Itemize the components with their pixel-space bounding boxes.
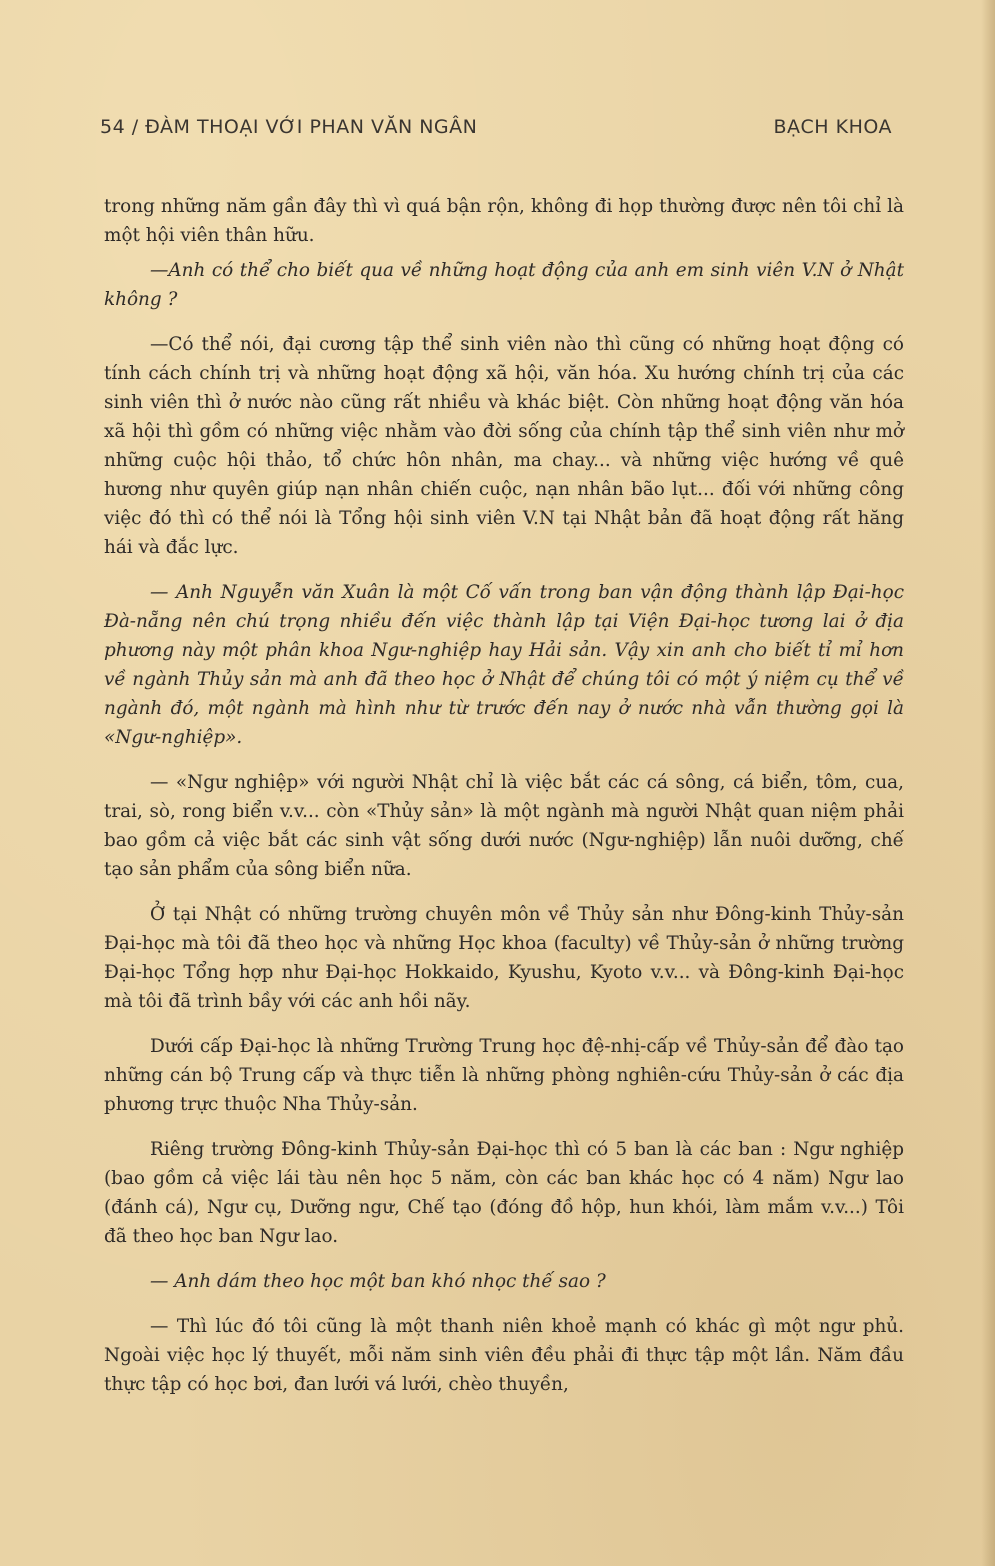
paper-edge-shadow	[981, 0, 995, 1566]
paragraph: Dưới cấp Đại-học là những Trường Trung học đệ-nhị-cấp về Thủy-sản để đào tạo những cán bộ Trung cấp và thực tiễn là những phòng nghiên-cứu Thủy-sản ở các địa phương trực thuộc Nha Thủy-sản.	[104, 1036, 904, 1115]
question-paragraph: — Anh dám theo học một ban khó nhọc thế sao ?	[150, 1271, 606, 1292]
answer-paragraph: —Có thể nói, đại cương tập thể sinh viên nào thì cũng có những hoạt động có tính cách chính trị và những hoạt động xã hội, văn hóa. Xu hướng chính trị của các sinh viên thì ở nước nào cũng rất nhiều và khác biệt. Còn những hoạt động văn hóa xã hội thì gồm có những việc nhằm vào đời sống của chính tập thể sinh viên như mở những cuộc hội thảo, tổ chức hôn nhân, ma chay... và những việc hướng về quê hương như quyên giúp nạn nhân chiến cuộc, nạn nhân bão lụt... đối với những công việc đó thì có thể nói là Tổng hội sinh viên V.N tại Nhật bản đã hoạt động rất hăng hái và đắc lực.	[104, 334, 904, 558]
paragraph: Ở tại Nhật có những trường chuyên môn về Thủy sản như Đông-kinh Thủy-sản Đại-học mà tôi đã theo học và những Học khoa (faculty) về Thủy-sản ở những trường Đại-học Tổng hợp như Đại-học Hokkaido, Kyushu, Kyoto v.v... và Đông-kinh Đại-học mà tôi đã trình bầy với các anh hồi nãy.	[104, 904, 904, 1012]
header-magazine-name: BẠCH KHOA	[773, 116, 892, 138]
article-body	[104, 192, 904, 1415]
answer-paragraph: — «Ngư nghiệp» với người Nhật chỉ là việc bắt các cá sông, cá biển, tôm, cua, trai, sò, rong biển v.v... còn «Thủy sản» là một ngành mà người Nhật quan niệm phải bao gồm cả việc bắt các sinh vật sống dưới nước (Ngư-nghiệp) lẫn nuôi dưỡng, chế tạo sản phẩm của sông biển nữa.	[104, 772, 904, 880]
question-paragraph: — Anh Nguyễn văn Xuân là một Cố vấn trong ban vận động thành lập Đại-học Đà-nẵng nên chú trọng nhiều đến việc thành lập tại Viện Đại-học tương lai ở địa phương này một phân khoa Ngư-nghiệp hay Hải sản. Vậy xin anh cho biết tỉ mỉ hơn về ngành Thủy sản mà anh đã theo học ở Nhật để chúng tôi có một ý niệm cụ thể về ngành đó, một ngành mà hình như từ trước đến nay ở nước nhà vẫn thường gọi là «Ngư-nghiệp».	[104, 582, 904, 748]
running-header	[100, 116, 892, 148]
answer-paragraph: — Thì lúc đó tôi cũng là một thanh niên khoẻ mạnh có khác gì một ngư phủ. Ngoài việc học lý thuyết, mỗi năm sinh viên đều phải đi thực tập một lần. Năm đầu thực tập có học bơi, đan lưới vá lưới, chèo thuyền,	[104, 1316, 904, 1395]
paragraph: Riêng trường Đông-kinh Thủy-sản Đại-học thì có 5 ban là các ban : Ngư nghiệp (bao gồm cả việc lái tàu nên học 5 năm, còn các ban khác học có 4 năm) Ngư lao (đánh cá), Ngư cụ, Dưỡng ngư, Chế tạo (đóng đồ hộp, hun khói, làm mắm v.v...) Tôi đã theo học ban Ngư lao.	[104, 1139, 904, 1247]
question-paragraph: —Anh có thể cho biết qua về những hoạt động của anh em sinh viên V.N ở Nhật không ?	[104, 260, 904, 310]
header-page-title: 54 / ĐÀM THOẠI VỚI PHAN VĂN NGÂN	[100, 116, 478, 138]
paragraph: trong những năm gần đây thì vì quá bận rộn, không đi họp thường được nên tôi chỉ là một hội viên thân hữu.	[104, 196, 904, 246]
